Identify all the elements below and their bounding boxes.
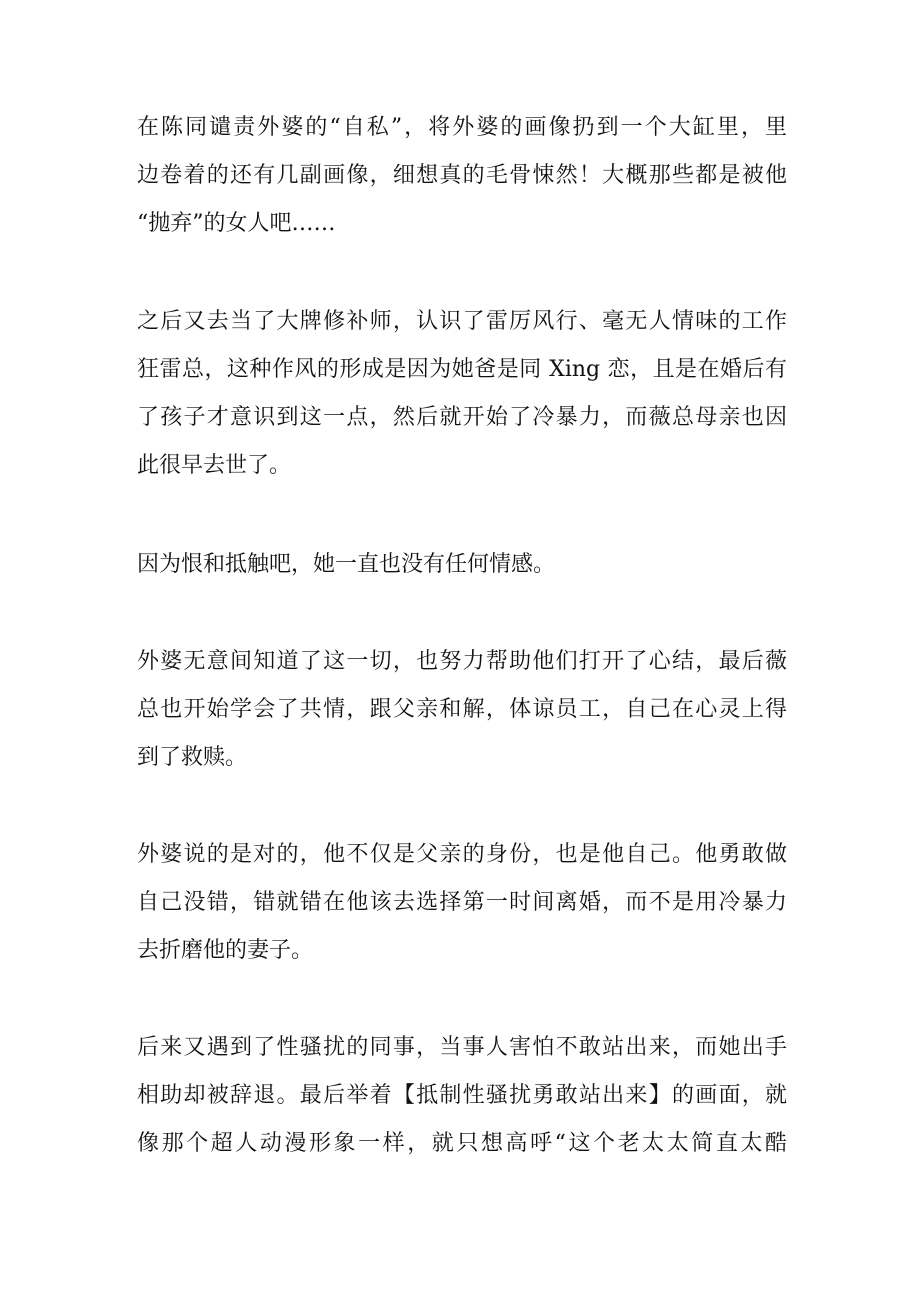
paragraph-3 bbox=[137, 541, 787, 589]
paragraph-1-line-1: 在陈同谴责外婆的“自私”，将外婆的画像扔到一个大缸里，里 bbox=[137, 115, 787, 140]
paragraph-2 bbox=[137, 298, 787, 490]
paragraph-5-line-1: 外婆说的是对的，他不仅是父亲的身份，也是他自己。他勇敢做 bbox=[137, 842, 787, 867]
paragraph-5 bbox=[137, 831, 787, 975]
paragraph-4-line-1: 外婆无意间知道了这一切，也努力帮助他们打开了心结，最后薇 bbox=[137, 649, 787, 674]
paragraph-6-line-2: 相助却被辞退。最后举着【抵制性骚扰勇敢站出来】的画面，就 bbox=[137, 1083, 787, 1108]
paragraph-1-line-2: 边卷着的还有几副画像，细想真的毛骨悚然！大概那些都是被他 bbox=[137, 163, 787, 188]
paragraph-6-line-3: 像那个超人动漫形象一样，就只想高呼“这个老太太简直太酷 bbox=[137, 1131, 787, 1156]
paragraph-1 bbox=[137, 104, 787, 248]
paragraph-2-line-4: 此很早去世了。 bbox=[137, 453, 292, 478]
paragraph-5-line-2: 自己没错，错就错在他该去选择第一时间离婚，而不是用冷暴力 bbox=[137, 890, 787, 915]
paragraph-4 bbox=[137, 638, 787, 782]
paragraph-1-line-3: “抛弃”的女人吧…… bbox=[137, 211, 336, 236]
paragraph-6 bbox=[137, 1024, 787, 1168]
paragraph-5-line-3: 去折磨他的妻子。 bbox=[137, 938, 314, 963]
paragraph-2-line-1: 之后又去当了大牌修补师，认识了雷厉风行、毫无人情味的工作 bbox=[137, 309, 787, 334]
paragraph-6-line-1: 后来又遇到了性骚扰的同事，当事人害怕不敢站出来，而她出手 bbox=[137, 1035, 787, 1060]
paragraph-2-line-2: 狂雷总，这种作风的形成是因为她爸是同 Xing 恋，且是在婚后有 bbox=[137, 357, 787, 382]
paragraph-2-line-3: 了孩子才意识到这一点，然后就开始了冷暴力，而薇总母亲也因 bbox=[137, 405, 787, 430]
paragraph-4-line-3: 到了救赎。 bbox=[137, 745, 248, 770]
paragraph-4-line-2: 总也开始学会了共情，跟父亲和解，体谅员工，自己在心灵上得 bbox=[137, 697, 787, 722]
paragraph-3-line-1: 因为恨和抵触吧，她一直也没有任何情感。 bbox=[137, 552, 556, 577]
